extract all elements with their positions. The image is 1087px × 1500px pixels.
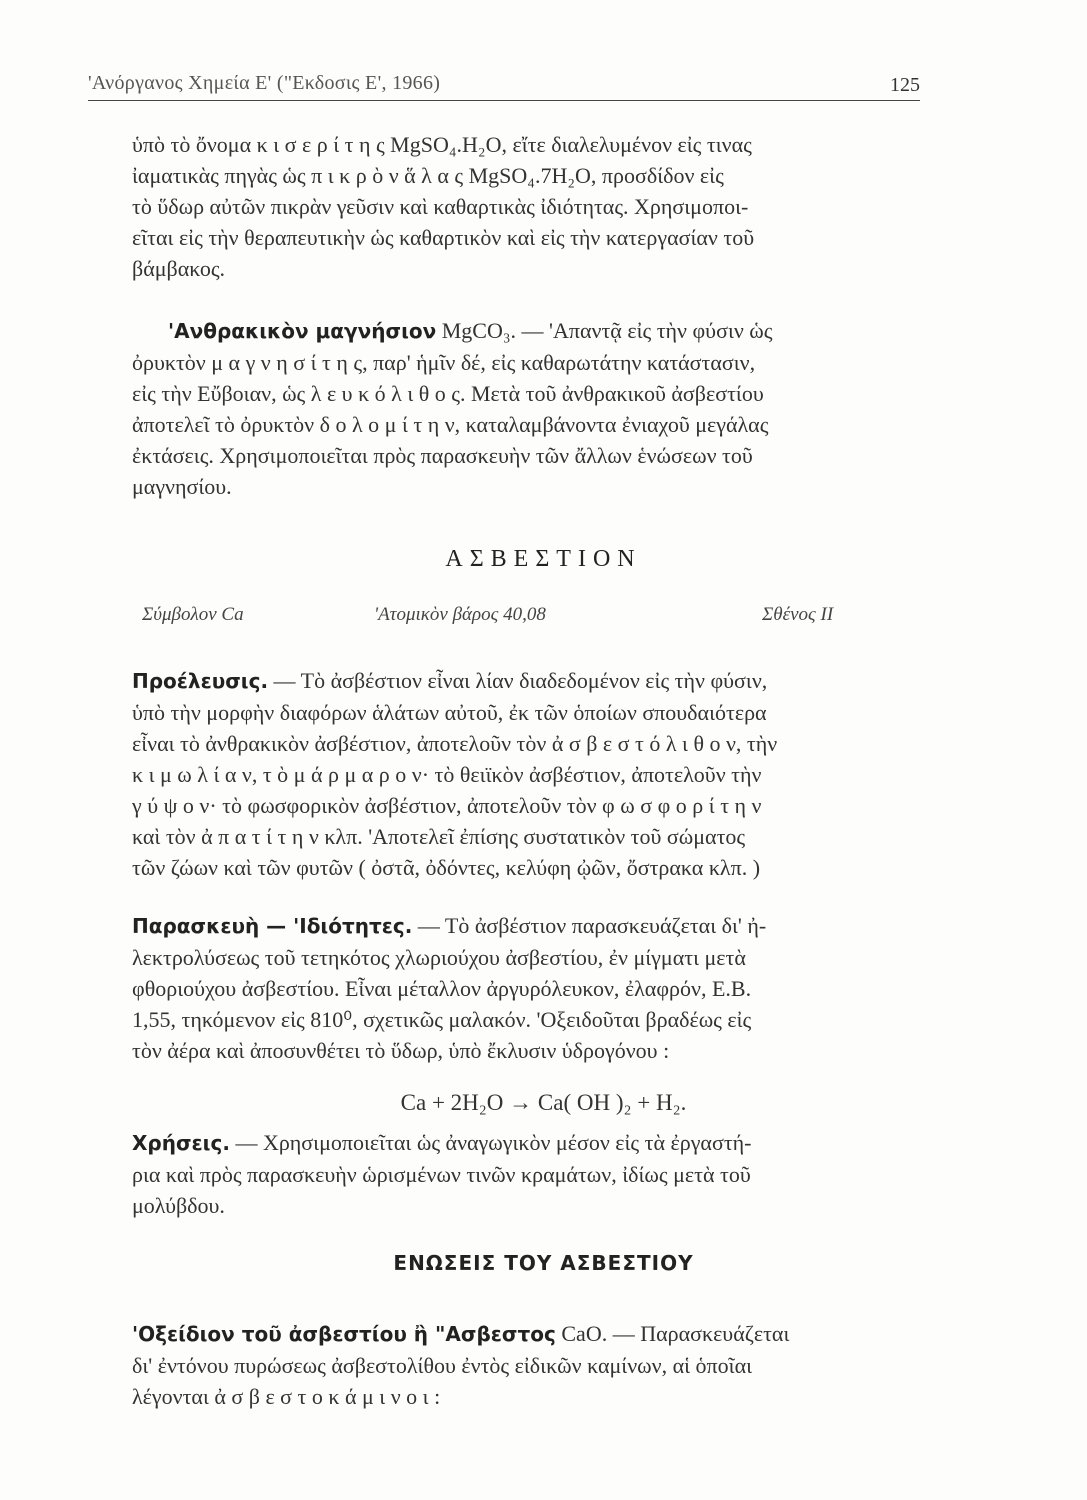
text-line: ὑπὸ τὴν μορφὴν διαφόρων ἁλάτων αὐτοῦ, ἐκ τῶν ὁποίων σπουδαιότερα <box>132 700 767 725</box>
text-line: CaO. — Παρασκευάζεται <box>555 1321 790 1346</box>
text-line: ἐκτάσεις. Χρησιμοποιεῖται πρὸς παρασκευὴν τῶν ἄλλων ἑνώσεων τοῦ <box>132 443 753 468</box>
text-line: ἀποτελεῖ τὸ ὀρυκτὸν δ ο λ ο μ ί τ η ν, καταλαμβάνοντα ἐνιαχοῦ μεγάλας <box>132 412 769 437</box>
text-line: εἰς τὴν Εὔβοιαν, ὡς λ ε υ κ ό λ ι θ ο ς. Μετὰ τοῦ ἀνθρακικοῦ ἀσβεστίου <box>132 381 764 406</box>
text-line: τῶν ζώων καὶ τῶν φυτῶν ( ὀστᾶ, ὀδόντες, κελύφη ᾠῶν, ὄστρακα κλπ. ) <box>132 855 761 880</box>
text-line: καὶ τὸν ἀ π α τ ί τ η ν κλπ. 'Αποτελεῖ ἐπίσης συστατικὸν τοῦ σώματος <box>132 824 746 849</box>
section-title: ΑΣΒΕΣΤΙΟΝ <box>445 546 642 572</box>
page-header <box>88 70 920 101</box>
text-line: μολύβδου. <box>132 1193 225 1218</box>
paragraph-preparation <box>132 910 918 1066</box>
text-line: κ ι μ ω λ ί α ν, τ ὸ μ ά ρ μ α ρ ο ν· τὸ θειϊκὸν ἀσβέστιον, ἀποτελοῦν τὴν <box>132 762 762 787</box>
paragraph-origin <box>132 665 918 883</box>
text-line: MgCO₃. — 'Απαντᾷ εἰς τὴν φύσιν ὡς <box>436 318 773 343</box>
valence: Σθένος ΙΙ <box>762 604 834 625</box>
running-head: 'Ανόργανος Χημεία Ε' ("Εκδοσις Ε', 1966) <box>88 72 441 94</box>
text-line: δι' ἐντόνου πυρώσεως ἀσβεστολίθου ἐντὸς εἰδικῶν καμίνων, αἱ ὁποῖαι <box>132 1353 753 1378</box>
paragraph-heading: Προέλευσις. <box>132 669 269 693</box>
paragraph-heading: 'Ανθρακικὸν μαγνήσιον <box>168 319 437 343</box>
paragraph-heading: Παρασκευὴ — 'Ιδιότητες. <box>132 914 413 938</box>
text-line: ρια καὶ πρὸς παρασκευὴν ὡρισμένων τινῶν κραμάτων, ἰδίως μετὰ τοῦ <box>132 1162 751 1187</box>
compounds-heading: ΕΝΩΣΕΙΣ ΤΟΥ ΑΣΒΕΣΤΙΟΥ <box>393 1251 694 1275</box>
paragraph-magnesium-carbonate <box>132 315 918 502</box>
paragraph-heading: 'Οξείδιον τοῦ ἀσβεστίου ἢ "Ασβεστος <box>132 1322 556 1346</box>
chemical-equation: Ca + 2H₂O → Ca( OH )₂ + H₂. <box>400 1090 687 1115</box>
text-line: λεκτρολύσεως τοῦ τετηκότος χλωριούχου ἀσβεστίου, ἐν μίγματι μετὰ <box>132 945 746 970</box>
text-line: τὸ ὕδωρ αὐτῶν πικρὰν γεῦσιν καὶ καθαρτικὰς ἰδιότητας. Χρησιμοποι- <box>132 194 749 219</box>
text-line: ὑπὸ τὸ ὄνομα κ ι σ ε ρ ί τ η ς MgSO₄.H₂O, εἴτε διαλελυμένον εἰς τινας <box>132 132 752 157</box>
paragraph-heading: Χρήσεις. <box>132 1131 230 1155</box>
paragraph-calcium-oxide <box>132 1318 918 1412</box>
text-line: λέγονται ἀ σ β ε σ τ ο κ ά μ ι ν ο ι : <box>132 1384 441 1409</box>
text-line: τὸν ἀέρα καὶ ἀποσυνθέτει τὸ ὕδωρ, ὑπὸ ἔκλυσιν ὑδρογόνου : <box>132 1038 670 1063</box>
text-line: εἶναι τὸ ἀνθρακικὸν ἀσβέστιον, ἀποτελοῦν τὸν ἀ σ β ε σ τ ό λ ι θ ο ν, τὴν <box>132 731 778 756</box>
element-data-line <box>132 604 918 630</box>
text-line: φθοριούχου ἀσβεστίου. Εἶναι μέταλλον ἀργυρόλευκον, ἐλαφρόν, Ε.Β. <box>132 976 752 1001</box>
text-line: — Τὸ ἀσβέστιον παρασκευάζεται δι' ἠ- <box>412 913 767 938</box>
paragraph-uses <box>132 1127 918 1221</box>
paragraph-epsom-salt <box>132 129 918 284</box>
text-line: μαγνησίου. <box>132 474 232 499</box>
text-line: βάμβακος. <box>132 256 226 281</box>
text-line: γ ύ ψ ο ν· τὸ φωσφορικὸν ἀσβέστιον, ἀποτελοῦν τὸν φ ω σ φ ο ρ ί τ η ν <box>132 793 762 818</box>
text-line: ὀρυκτὸν μ α γ ν η σ ί τ η ς, παρ' ἡμῖν δέ, εἰς καθαρωτάτην κατάστασιν, <box>132 350 756 375</box>
text-line: εῖται εἰς τὴν θεραπευτικὴν ὡς καθαρτικὸν καὶ εἰς τὴν κατεργασίαν τοῦ <box>132 225 755 250</box>
text-line: — Τὸ ἀσβέστιον εἶναι λίαν διαδεδομένον εἰς τὴν φύσιν, <box>268 668 768 693</box>
text-line: 1,55, τηκόμενον εἰς 810⁰, σχετικῶς μαλακόν. 'Οξειδοῦται βραδέως εἰς <box>132 1007 752 1032</box>
page-number: 125 <box>890 74 920 96</box>
atomic-weight: 'Ατομικὸν βάρος 40,08 <box>374 604 546 625</box>
element-symbol: Σύμβολον Ca <box>142 604 244 625</box>
text-line: — Χρησιμοποιεῖται ὡς ἀναγωγικὸν μέσον εἰς τὰ ἐργαστή- <box>229 1130 752 1155</box>
text-line: ἰαματικὰς πηγὰς ὡς π ι κ ρ ὸ ν ἅ λ α ς MgSO₄.7H₂O, προσδίδον εἰς <box>132 163 724 188</box>
